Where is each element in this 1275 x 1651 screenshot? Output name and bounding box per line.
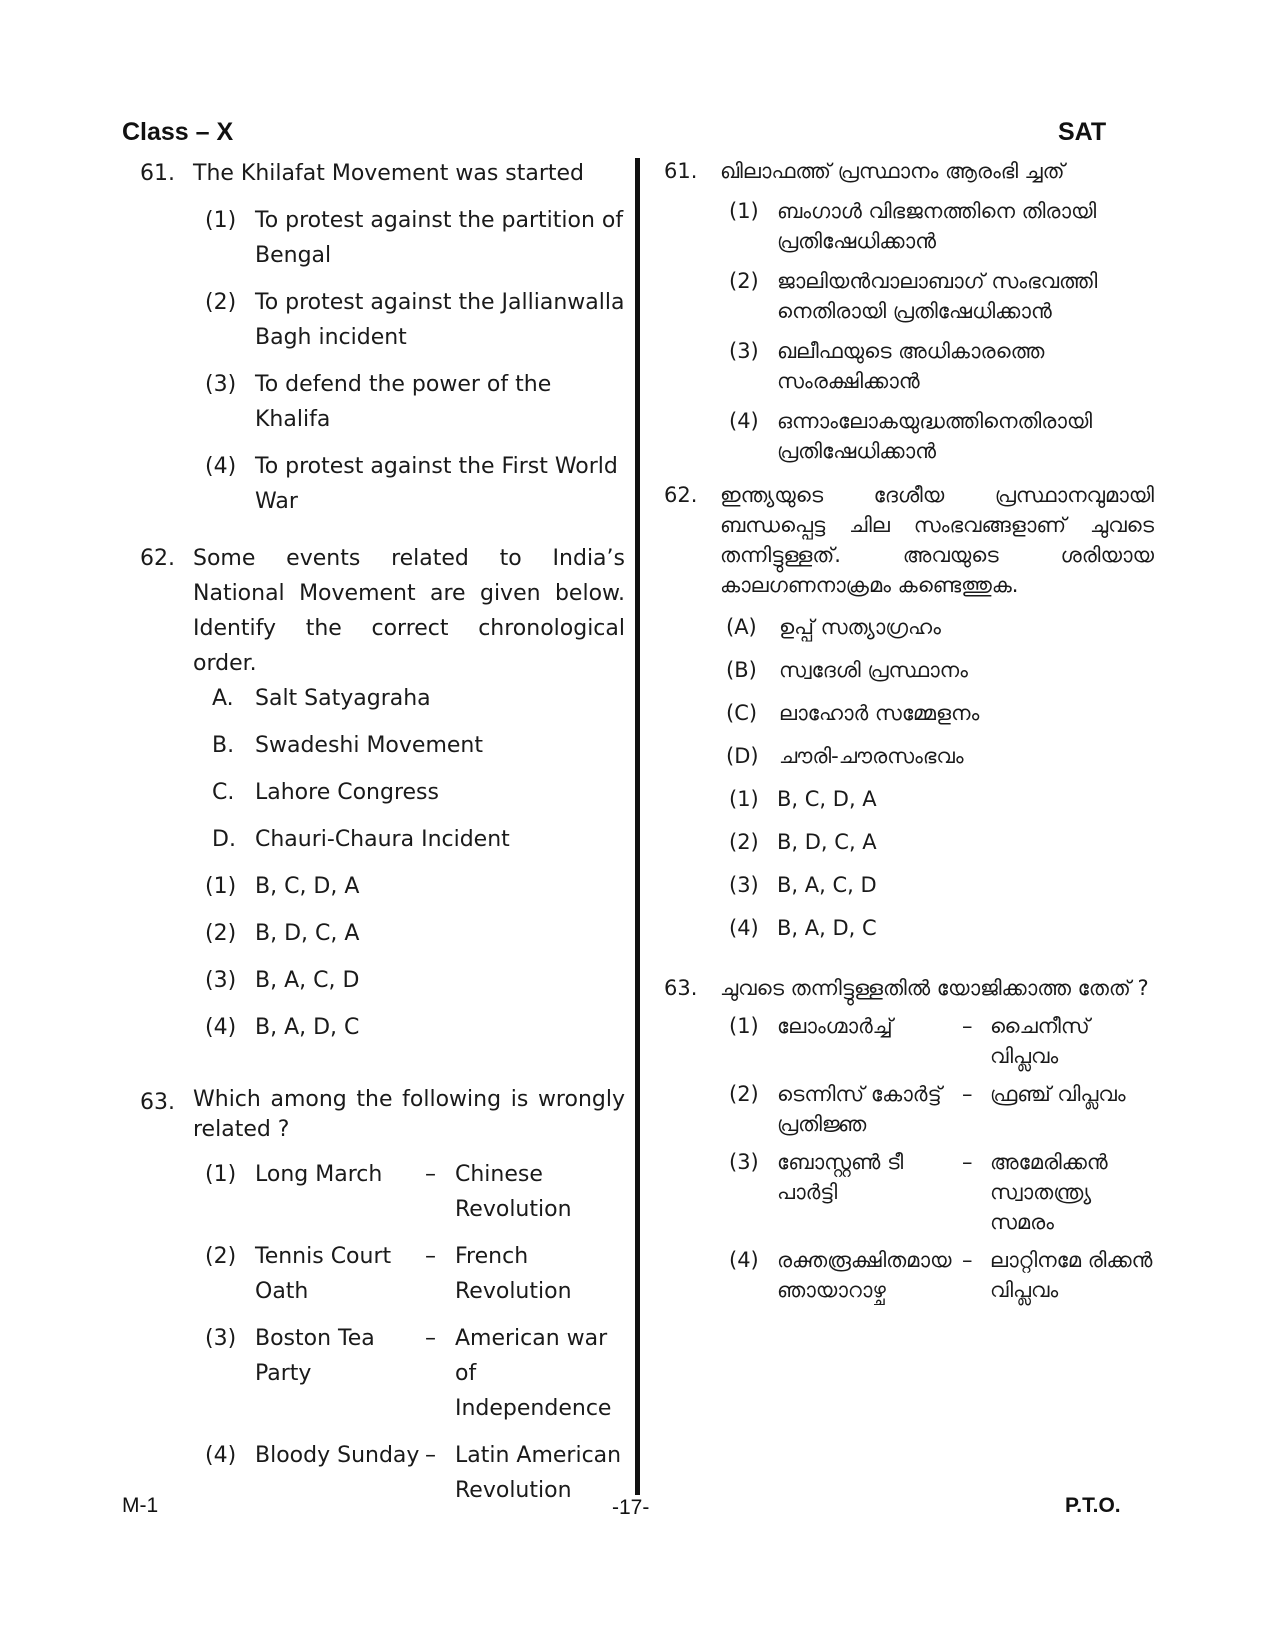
- option: (1) B, C, D, A: [729, 787, 877, 811]
- question-text: ഖിലാഫത്ത് പ്രസ്ഥാനം ആരംഭി ച്ചത്: [720, 159, 1065, 183]
- option: (2) B, D, C, A: [729, 830, 877, 854]
- option: (4) B, A, D, C: [729, 916, 877, 940]
- question-61-ml: [664, 156, 1154, 186]
- match-option: (1) Long March – Chinese Revolution: [205, 1162, 572, 1222]
- question-63: [140, 1085, 625, 1145]
- match-option: (1) ലോംഗ്മാർച്ച് – ചൈനീസ് വിപ്ലവം: [729, 1014, 1090, 1068]
- question-63-ml: [664, 973, 1154, 1003]
- exam-label: SAT: [1058, 118, 1107, 146]
- question-text: Which among the following is wrongly related ?: [193, 1087, 625, 1142]
- event-item: (A) ഉപ്പ് സത്യാഗ്രഹം: [726, 615, 941, 639]
- match-option: (3) Boston Tea Party – American war of Independence: [205, 1326, 612, 1421]
- question-number: 62.: [140, 546, 175, 571]
- question-text: ചുവടെ തന്നിട്ടുള്ളതിൽ യോജിക്കാത്ത തേത് ?: [720, 976, 1149, 1000]
- option: (3) B, A, C, D: [205, 968, 360, 993]
- question-text: The Khilafat Movement was started: [193, 161, 585, 186]
- event-item: (D) ചൗരി-ചൗരസംഭവം: [726, 744, 964, 768]
- option: (3) ഖലീഫയുടെ അധികാരത്തെ സംരക്ഷിക്കാൻ: [729, 339, 1045, 393]
- event-item: C. Lahore Congress: [212, 780, 439, 805]
- question-number: 63.: [664, 976, 698, 1000]
- option: (2) ജാലിയൻവാലാബാഗ് സംഭവത്തി നെതിരായി പ്രതിഷേധിക്കാൻ: [729, 269, 1098, 323]
- match-option: (2) ടെന്നിസ് കോർട്ട് പ്രതിജ്ഞ – ഫ്രഞ്ച് വിപ്ലവം: [729, 1082, 1126, 1136]
- event-item: (B) സ്വദേശി പ്രസ്ഥാനം: [726, 658, 968, 682]
- malayalam-column: [664, 156, 1154, 1305]
- match-option: (4) Bloody Sunday – Latin American Revolution: [205, 1443, 622, 1503]
- option: (4) ഒന്നാംലോകയുദ്ധത്തിനെതിരായി പ്രതിഷേധിക്കാൻ: [729, 409, 1093, 463]
- question-text: Some events related to India’s National Movement are given below. Identify the correct chronological order.: [193, 546, 625, 676]
- option: (2) To protest against the Jallianwalla Bagh incident: [205, 290, 625, 350]
- pto-label: P.T.O.: [1065, 1494, 1121, 1517]
- question-62-ml: [664, 480, 1154, 600]
- match-option: (3) ബോസ്റ്റൺ ടീ പാർട്ടി – അമേരിക്കൻ സ്വാതന്ത്ര്യ സമരം: [729, 1150, 1108, 1234]
- question-61: [140, 156, 625, 191]
- option: (3) B, A, C, D: [729, 873, 877, 897]
- page-number: -17-: [612, 1496, 650, 1519]
- question-62: [140, 541, 625, 681]
- event-item: A. Salt Satyagraha: [212, 686, 431, 711]
- option: (4) To protest against the First World War: [205, 454, 618, 514]
- question-number: 61.: [664, 159, 698, 183]
- option: (1) To protest against the partition of Bengal: [205, 208, 624, 268]
- event-item: B. Swadeshi Movement: [212, 733, 483, 758]
- question-number: 62.: [664, 483, 698, 507]
- match-option: (4) രക്തരൂക്ഷിതമായ ഞായാറാഴ്ച – ലാറ്റിനമേ രിക്കൻ വിപ്ലവം: [729, 1248, 1153, 1302]
- option: (1) ബംഗാൾ വിഭജനത്തിനെ തിരായി പ്രതിഷേധിക്കാൻ: [729, 199, 1097, 253]
- question-number: 61.: [140, 161, 175, 186]
- english-column: [140, 156, 625, 1508]
- event-item: (C) ലാഹോർ സമ്മേളനം: [726, 701, 980, 725]
- option: (3) To defend the power of the Khalifa: [205, 372, 552, 432]
- question-number: 63.: [140, 1090, 175, 1115]
- paper-code: M-1: [122, 1494, 159, 1517]
- class-label: Class – X: [122, 118, 234, 146]
- option: (2) B, D, C, A: [205, 921, 360, 946]
- event-item: D. Chauri-Chaura Incident: [212, 827, 510, 852]
- option: (4) B, A, D, C: [205, 1015, 360, 1040]
- match-option: (2) Tennis Court Oath – French Revolution: [205, 1244, 572, 1304]
- question-text: ഇന്ത്യയുടെ ദേശീയ പ്രസ്ഥാനവുമായി ബന്ധപ്പെട്ട ചില സംഭവങ്ങളാണ് ചുവടെ തന്നിട്ടുള്ളത്. അവയുടെ ശരിയായ കാലഗണനാക്രമം കണ്ടെത്തുക.: [720, 483, 1154, 597]
- option: (1) B, C, D, A: [205, 874, 360, 899]
- column-divider: [635, 158, 640, 1495]
